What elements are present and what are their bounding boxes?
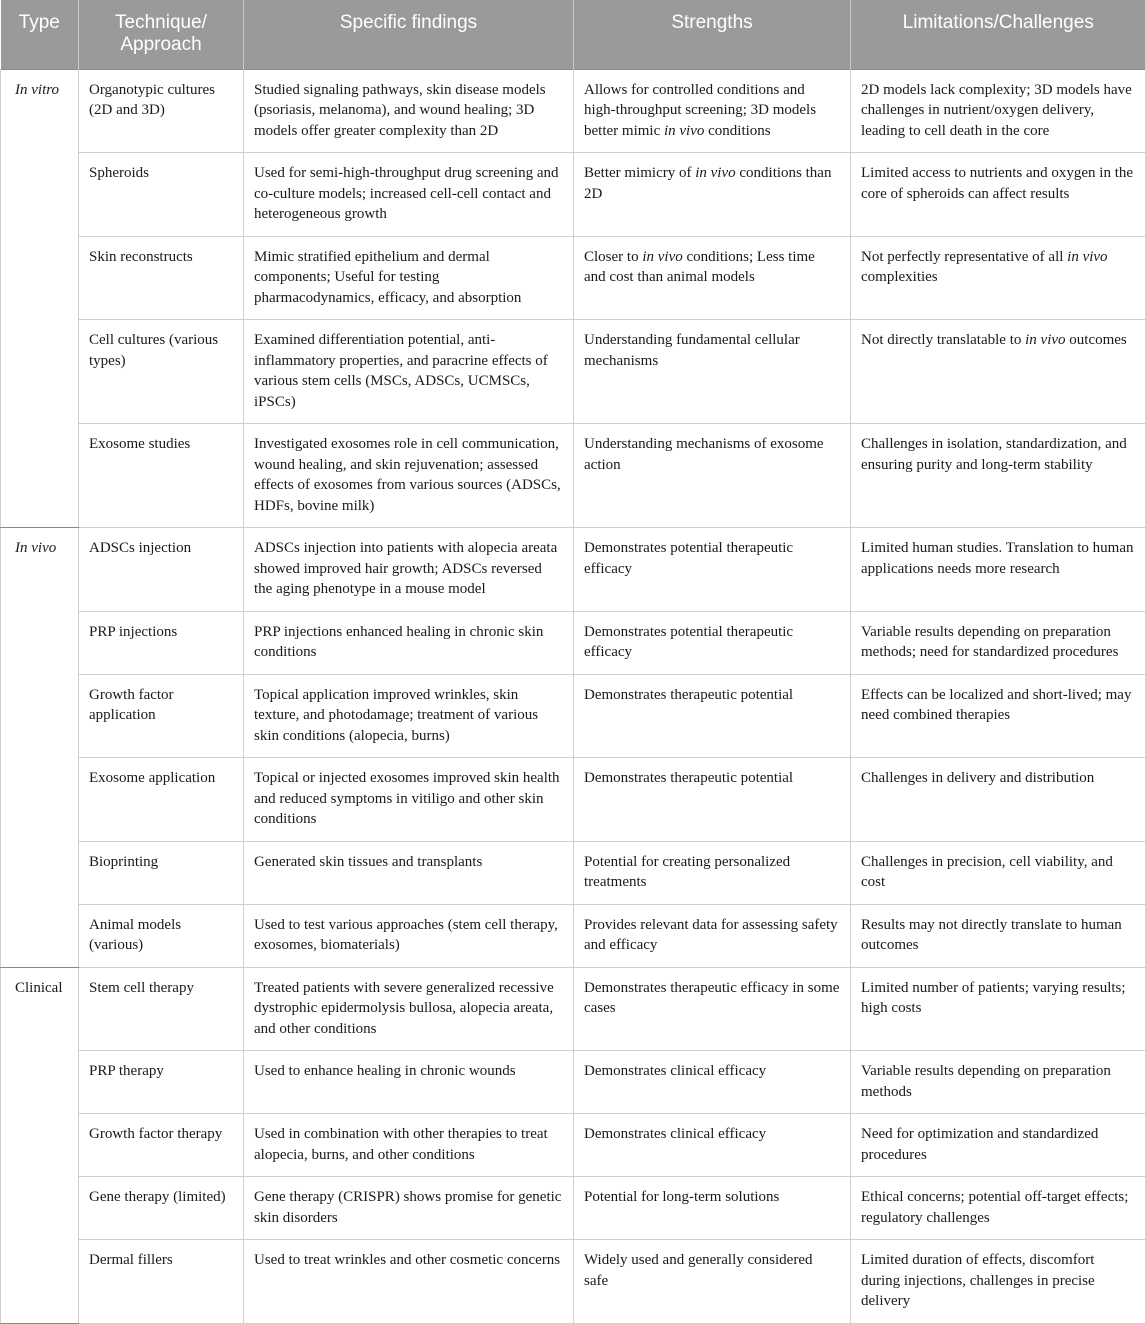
- table-row: [1, 424, 1145, 528]
- strengths-text: conditions: [704, 123, 770, 139]
- header-type: Type: [1, 0, 79, 69]
- findings-cell: Gene therapy (CRISPR) shows promise for genetic skin disorders: [244, 1177, 574, 1240]
- table-row: [1, 1240, 1145, 1324]
- group-label-clinical: Clinical: [1, 967, 79, 1323]
- strengths-cell: Understanding mechanisms of exosome action: [574, 424, 851, 528]
- limitations-text: outcomes: [1066, 332, 1127, 348]
- technique-cell: Stem cell therapy: [79, 967, 244, 1051]
- findings-cell: Used in combination with other therapies to treat alopecia, burns, and other conditions: [244, 1114, 574, 1177]
- technique-cell: Animal models (various): [79, 904, 244, 967]
- technique-cell: Spheroids: [79, 153, 244, 237]
- strengths-cell: Widely used and generally considered safe: [574, 1240, 851, 1324]
- limitations-cell: Variable results depending on preparation methods: [851, 1051, 1145, 1114]
- strengths-cell: Demonstrates therapeutic efficacy in some cases: [574, 967, 851, 1051]
- table-row: [1, 611, 1145, 674]
- strengths-cell: [574, 153, 851, 237]
- technique-cell: Exosome studies: [79, 424, 244, 528]
- limitations-italic: in vivo: [1025, 332, 1065, 348]
- strengths-text: Allows for controlled conditions and high-throughput screening; 3D models better mimic: [584, 82, 816, 139]
- strengths-italic: in vivo: [695, 165, 735, 181]
- technique-cell: Organotypic cultures (2D and 3D): [79, 69, 244, 153]
- technique-cell: Exosome application: [79, 758, 244, 842]
- header-row: [1, 0, 1145, 69]
- findings-cell: Topical application improved wrinkles, skin texture, and photodamage; treatment of various skin conditions (alopecia, burns): [244, 674, 574, 758]
- limitations-cell: [851, 320, 1145, 424]
- findings-cell: ADSCs injection into patients with alopecia areata showed improved hair growth; ADSCs reversed the aging phenotype in a mouse model: [244, 528, 574, 612]
- limitations-cell: Need for optimization and standardized procedures: [851, 1114, 1145, 1177]
- limitations-text: Not perfectly representative of all: [861, 249, 1067, 265]
- technique-cell: PRP therapy: [79, 1051, 244, 1114]
- findings-cell: Topical or injected exosomes improved skin health and reduced symptoms in vitiligo and other skin conditions: [244, 758, 574, 842]
- limitations-cell: Challenges in precision, cell viability, and cost: [851, 841, 1145, 904]
- strengths-cell: [574, 69, 851, 153]
- technique-cell: Dermal fillers: [79, 1240, 244, 1324]
- findings-cell: Used to treat wrinkles and other cosmetic concerns: [244, 1240, 574, 1324]
- limitations-cell: 2D models lack complexity; 3D models have challenges in nutrient/oxygen delivery, leading to cell death in the core: [851, 69, 1145, 153]
- limitations-cell: Results may not directly translate to human outcomes: [851, 904, 1145, 967]
- strengths-cell: Understanding fundamental cellular mechanisms: [574, 320, 851, 424]
- table-row: [1, 153, 1145, 237]
- technique-cell: Skin reconstructs: [79, 236, 244, 320]
- table-row: [1, 967, 1145, 1051]
- table-row: [1, 69, 1145, 153]
- table-row: [1, 236, 1145, 320]
- limitations-cell: Challenges in delivery and distribution: [851, 758, 1145, 842]
- technique-cell: ADSCs injection: [79, 528, 244, 612]
- findings-cell: Studied signaling pathways, skin disease models (psoriasis, melanoma), and wound healing; 3D models offer greater complexity than 2D: [244, 69, 574, 153]
- technique-cell: Gene therapy (limited): [79, 1177, 244, 1240]
- strengths-cell: Demonstrates clinical efficacy: [574, 1051, 851, 1114]
- strengths-cell: [574, 236, 851, 320]
- limitations-cell: Effects can be localized and short-lived; may need combined therapies: [851, 674, 1145, 758]
- technique-cell: PRP injections: [79, 611, 244, 674]
- strengths-italic: in vivo: [642, 249, 682, 265]
- table-row: [1, 320, 1145, 424]
- findings-cell: Investigated exosomes role in cell communication, wound healing, and skin rejuvenation; assessed effects of exosomes from various sources (ADSCs, HDFs, bovine milk): [244, 424, 574, 528]
- technique-cell: Bioprinting: [79, 841, 244, 904]
- findings-cell: Generated skin tissues and transplants: [244, 841, 574, 904]
- table-row: [1, 1177, 1145, 1240]
- findings-cell: Mimic stratified epithelium and dermal components; Useful for testing pharmacodynamics, efficacy, and absorption: [244, 236, 574, 320]
- strengths-cell: Demonstrates clinical efficacy: [574, 1114, 851, 1177]
- technique-cell: Cell cultures (various types): [79, 320, 244, 424]
- strengths-text: conditions; Less time and cost than animal models: [584, 249, 815, 286]
- limitations-cell: Challenges in isolation, standardization, and ensuring purity and long-term stability: [851, 424, 1145, 528]
- findings-cell: Used to enhance healing in chronic wounds: [244, 1051, 574, 1114]
- strengths-text: conditions than 2D: [584, 165, 831, 202]
- strengths-cell: Demonstrates potential therapeutic efficacy: [574, 611, 851, 674]
- limitations-text: complexities: [861, 269, 938, 285]
- findings-cell: Treated patients with severe generalized recessive dystrophic epidermolysis bullosa, alopecia areata, and other conditions: [244, 967, 574, 1051]
- table-body: [1, 69, 1145, 1323]
- header-strengths: Strengths: [574, 0, 851, 69]
- strengths-text: Closer to: [584, 249, 642, 265]
- strengths-cell: Demonstrates therapeutic potential: [574, 674, 851, 758]
- findings-cell: PRP injections enhanced healing in chronic skin conditions: [244, 611, 574, 674]
- strengths-cell: Potential for long-term solutions: [574, 1177, 851, 1240]
- technique-cell: Growth factor application: [79, 674, 244, 758]
- strengths-cell: Potential for creating personalized treatments: [574, 841, 851, 904]
- strengths-cell: Provides relevant data for assessing safety and efficacy: [574, 904, 851, 967]
- header-findings: Specific findings: [244, 0, 574, 69]
- limitations-cell: Limited human studies. Translation to human applications needs more research: [851, 528, 1145, 612]
- table-row: [1, 1114, 1145, 1177]
- limitations-cell: Limited duration of effects, discomfort during injections, challenges in precise delivery: [851, 1240, 1145, 1324]
- limitations-cell: [851, 236, 1145, 320]
- limitations-cell: Limited access to nutrients and oxygen in the core of spheroids can affect results: [851, 153, 1145, 237]
- strengths-text: Better mimicry of: [584, 165, 695, 181]
- findings-cell: Used for semi-high-throughput drug screening and co-culture models; increased cell-cell contact and heterogeneous growth: [244, 153, 574, 237]
- header-technique: Technique/ Approach: [79, 0, 244, 69]
- table-row: [1, 904, 1145, 967]
- group-label-in-vivo: In vivo: [1, 528, 79, 968]
- findings-cell: Examined differentiation potential, anti-inflammatory properties, and paracrine effects of various stem cells (MSCs, ADSCs, UCMSCs, iPSCs): [244, 320, 574, 424]
- technique-cell: Growth factor therapy: [79, 1114, 244, 1177]
- strengths-italic: in vivo: [664, 123, 704, 139]
- group-label-in-vitro: In vitro: [1, 69, 79, 528]
- table-row: [1, 528, 1145, 612]
- header-limitations: Limitations/Challenges: [851, 0, 1145, 69]
- limitations-cell: Limited number of patients; varying results; high costs: [851, 967, 1145, 1051]
- strengths-cell: Demonstrates therapeutic potential: [574, 758, 851, 842]
- limitations-italic: in vivo: [1067, 249, 1107, 265]
- limitations-text: Not directly translatable to: [861, 332, 1025, 348]
- findings-cell: Used to test various approaches (stem cell therapy, exosomes, biomaterials): [244, 904, 574, 967]
- strengths-cell: Demonstrates potential therapeutic efficacy: [574, 528, 851, 612]
- table-row: [1, 758, 1145, 842]
- limitations-cell: Variable results depending on preparation methods; need for standardized procedures: [851, 611, 1145, 674]
- table-header: [1, 0, 1145, 69]
- table-row: [1, 1051, 1145, 1114]
- table-row: [1, 674, 1145, 758]
- table-row: [1, 841, 1145, 904]
- limitations-cell: Ethical concerns; potential off-target effects; regulatory challenges: [851, 1177, 1145, 1240]
